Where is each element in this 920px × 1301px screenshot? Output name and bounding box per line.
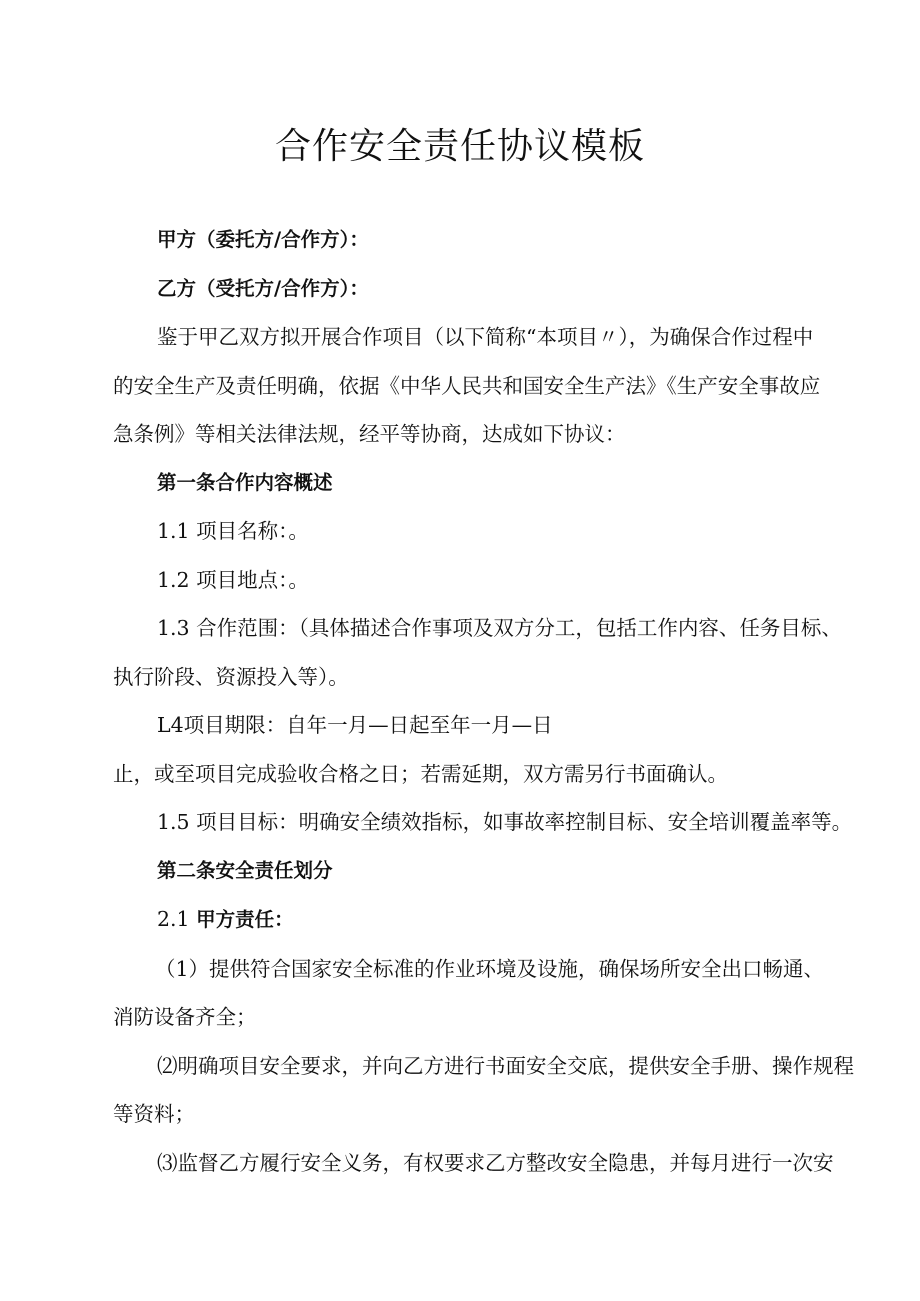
article-2-heading: 第二条安全责任划分	[157, 858, 333, 882]
article-1-heading: 第一条合作内容概述	[157, 470, 333, 494]
preamble-line-3: 急条例》等相关法律法规，经平等协商，达成如下协议：	[113, 422, 626, 446]
clause-1-line-2: 消防设备齐全；	[113, 1005, 257, 1029]
item-1-2: 1.2 项目地点：。	[157, 567, 309, 592]
clause-2-line-2: 等资料；	[113, 1102, 195, 1126]
clause-3-line-1: ⑶监督乙方履行安全义务，有权要求乙方整改安全隐患，并每月进行一次安	[157, 1150, 834, 1175]
item-1-5: 1.5 项目目标：明确安全绩效指标，如事故率控制目标、安全培训覆盖率等。	[157, 810, 853, 834]
item-1-4-line-2: 止，或至项目完成验收合格之日；若需延期，双方需另行书面确认。	[113, 761, 728, 786]
preamble-line-2: 的安全生产及责任明确，依据《中华人民共和国安全生产法》《生产安全事故应	[113, 373, 821, 398]
clause-2-line-1: ⑵明确项目安全要求，并向乙方进行书面安全交底，提供安全手册、操作规程	[157, 1053, 854, 1078]
item-1-3-line-1: 1.3 合作范围：（具体描述合作事项及双方分工，包括工作内容、任务目标、	[157, 616, 842, 640]
item-2-1	[113, 895, 813, 945]
document-title: 合作安全责任协议模板	[274, 126, 645, 167]
item-1-4-line-1: L4项目期限：自年一月—日起至年一月—日	[157, 713, 553, 737]
party-a-line: 甲方（委托方/合作方）：	[157, 228, 369, 251]
item-2-1-number: 2.1	[157, 907, 197, 931]
party-b-line: 乙方（受托方/合作方）：	[157, 276, 369, 300]
clause-1-line-1: （1）提供符合国家安全标准的作业环境及设施，确保场所安全出口畅通、	[155, 956, 825, 981]
item-2-1-label: 甲方责任：	[196, 908, 294, 931]
preamble-line-1: 鉴于甲乙双方拟开展合作项目（以下简称“本项目〃），为确保合作过程中	[157, 325, 814, 349]
item-1-1: 1.1 项目名称：。	[157, 519, 309, 543]
document-body	[113, 216, 854, 1187]
item-1-3-line-2: 执行阶段、资源投入等）。	[113, 664, 349, 689]
